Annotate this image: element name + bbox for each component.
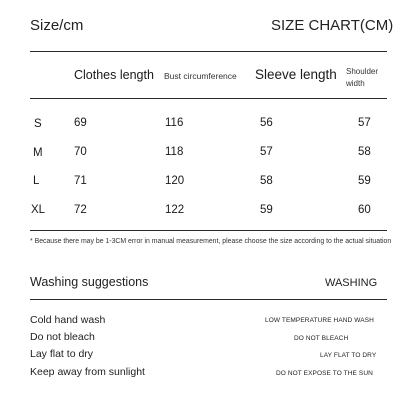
clothes-length-value: 71 [74, 175, 87, 187]
sleeve-value: 57 [260, 146, 273, 158]
washing-item-text: Do not bleach [30, 331, 95, 343]
size-label: XL [31, 204, 46, 216]
header-bust-circumference: Bust circumference [164, 71, 237, 81]
header-shoulder-width-text: Shoulder width [346, 67, 379, 88]
washing-item-text: Lay flat to dry [30, 348, 94, 360]
size-title: Size/cm [30, 17, 84, 34]
header-sleeve-length: Sleeve length [255, 67, 337, 82]
size-label: M [33, 147, 43, 159]
bust-value: 116 [165, 117, 184, 129]
clothes-length-value: 70 [74, 146, 87, 158]
size-label: S [34, 118, 42, 130]
header-divider [30, 98, 387, 99]
bust-value: 122 [165, 204, 185, 216]
washing-item-code: LOW TEMPERATURE HAND WASH [265, 317, 374, 324]
shoulder-value: 60 [358, 204, 371, 216]
washing-item-code: LAY FLAT TO DRY [320, 352, 377, 359]
header-shoulder-width [346, 66, 386, 90]
size-label: L [33, 175, 40, 187]
washing-divider [30, 299, 387, 300]
measurement-note: * Because there may be 1-3CM error in manual measurement, please choose the size according to the actual situation [30, 238, 392, 245]
shoulder-value: 57 [358, 117, 371, 129]
clothes-length-value: 69 [74, 117, 87, 129]
washing-item-text: Keep away from sunlight [30, 366, 145, 378]
washing-item-code: DO NOT EXPOSE TO THE SUN [276, 370, 373, 377]
washing-title: WASHING [325, 277, 378, 289]
washing-item-text: Cold hand wash [30, 314, 106, 326]
washing-suggestions-title: Washing suggestions [30, 275, 149, 289]
header-clothes-length: Clothes length [74, 68, 154, 82]
bust-value: 118 [165, 146, 184, 158]
bust-value: 120 [165, 175, 185, 187]
sleeve-value: 58 [260, 175, 273, 187]
sleeve-value: 56 [260, 117, 273, 129]
top-divider [30, 51, 387, 52]
table-bottom-divider [30, 230, 387, 231]
washing-item-code: DO NOT BLEACH [294, 335, 349, 342]
shoulder-value: 59 [358, 175, 371, 187]
shoulder-value: 58 [358, 146, 371, 158]
size-chart-title: SIZE CHART(CM) [271, 17, 394, 34]
clothes-length-value: 72 [74, 204, 87, 216]
sleeve-value: 59 [260, 204, 273, 216]
